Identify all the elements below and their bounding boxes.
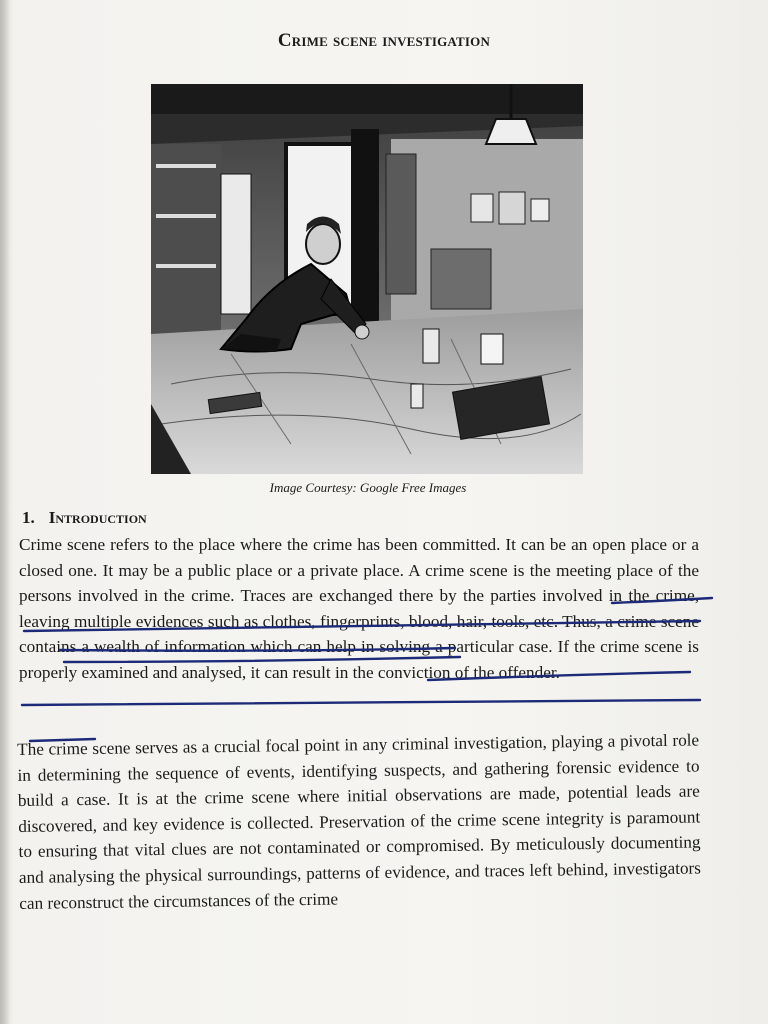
paragraph-1: Crime scene refers to the place where the crime has been committed. It can be an open place or a closed one. It may be a public place or a private place. A crime scene is the meeting place of the persons involved in the crime. Traces are exchanged there by the parties involved in the crime, leaving multiple evidences such as clothes, fingerprints, blood, hair, tools, etc. Thus, a crime scene contains a wealth of information which can help in solving a particular case. If the crime scene is properly examined and analysed, it can result in the conviction of the offender. (19, 535, 699, 682)
crime-scene-illustration-icon (151, 84, 583, 474)
section-heading (22, 508, 147, 528)
page-title: Crime scene investigation (277, 30, 491, 51)
figure-caption: Image Courtesy: Google Free Images (269, 480, 467, 495)
underline-stroke (22, 700, 700, 705)
page-gutter-shadow (0, 0, 10, 1024)
crime-scene-illustration (151, 84, 583, 474)
section-title: Introduction (48, 508, 147, 527)
section-number: 1. (22, 508, 35, 527)
paragraph-2: The crime scene serves as a crucial focal point in any criminal investigation, playing a pivotal role in determining the sequence of events, identifying suspects, and gathering forensic evidence to build a case. It is at the crime scene where initial observations are made, potential leads are discovered, and key evidence is collected. Preservation of the crime scene integrity is paramount to ensuring that vital clues are not contaminated or compromised. By meticulously documenting and analysing the physical surroundings, patterns of evidence, and traces left behind, investigators can reconstruct the circumstances of the crime (17, 730, 702, 913)
